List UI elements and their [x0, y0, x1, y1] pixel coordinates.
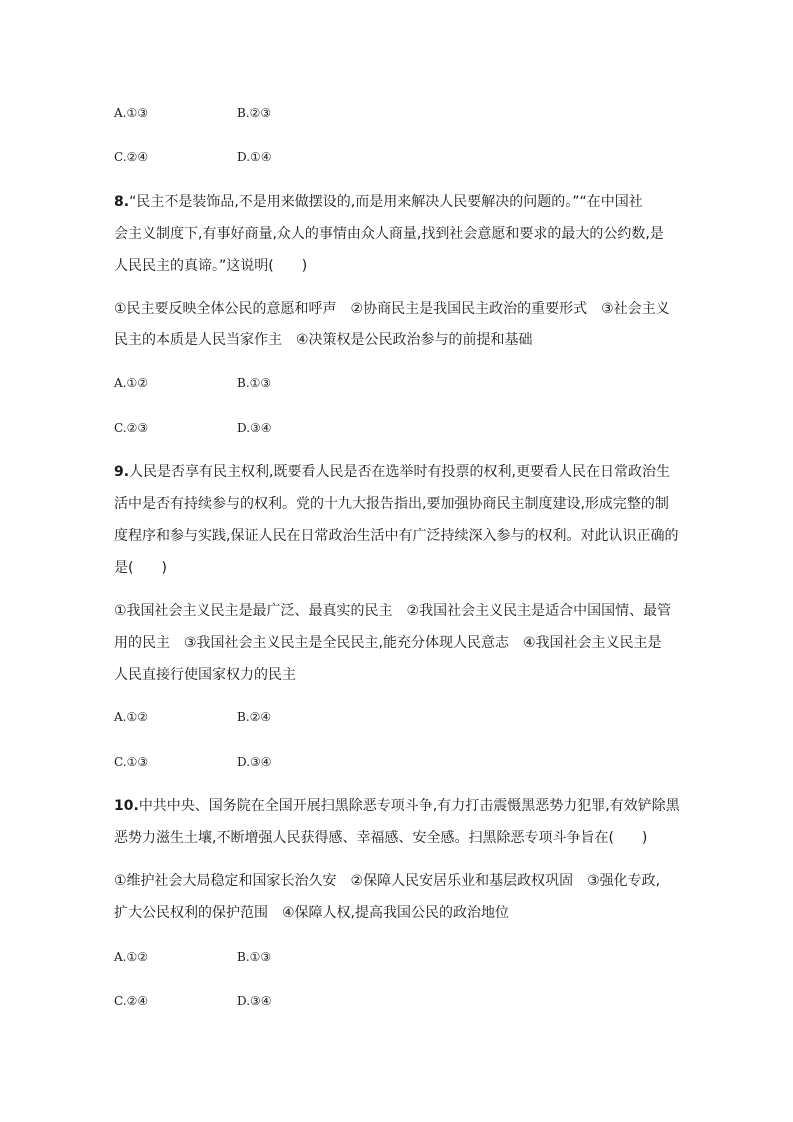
q9-option-d[interactable]: D.③④: [237, 755, 272, 769]
q8-statement-line-2: 民主的本质是人民当家作主 ④决策权是公民政治参与的前提和基础: [114, 332, 533, 348]
q9-option-a[interactable]: A.①②: [114, 710, 148, 724]
q7-option-d[interactable]: D.①④: [237, 150, 272, 164]
q10-option-a[interactable]: A.①②: [114, 950, 148, 964]
q10-stem-line-2: 恶势力滋生土壤,不断增强人民获得感、幸福感、安全感。扫黑除恶专项斗争旨在( ): [114, 830, 648, 846]
q8-option-d[interactable]: D.③④: [237, 421, 272, 435]
q7-option-a[interactable]: A.①③: [114, 106, 148, 120]
q7-option-b[interactable]: B.②③: [237, 106, 272, 120]
q7-option-c[interactable]: C.②④: [114, 150, 149, 164]
q9-stem-text: 人民是否享有民主权利,既要看人民是否在选举时有投票的权利,更要看人民在日常政治生: [129, 464, 670, 480]
q8-option-b[interactable]: B.①③: [237, 376, 272, 390]
q8-number: 8.: [114, 194, 130, 210]
q8-statement-line-1: ①民主要反映全体公民的意愿和呼声 ②协商民主是我国民主政治的重要形式 ③社会主义: [114, 301, 670, 317]
q10-number: 10.: [114, 798, 139, 814]
q9-statement-line-3: 人民直接行使国家权力的民主: [114, 667, 296, 683]
q9-option-b[interactable]: B.②④: [237, 710, 272, 724]
q9-stem-line-4: 是( ): [114, 560, 167, 576]
q10-option-d[interactable]: D.③④: [237, 994, 272, 1008]
q9-stem-line-3: 度程序和参与实践,保证人民在日常政治生活中有广泛持续深入参与的权利。对此认识正确的: [114, 528, 679, 544]
q8-stem-line-1: [114, 193, 643, 211]
q8-stem-line-3: 人民民主的真谛。”这说明( ): [114, 258, 308, 274]
q9-number: 9.: [114, 464, 130, 480]
q10-stem-text: 中共中央、国务院在全国开展扫黑除恶专项斗争,有力打击震慑黑恶势力犯罪,有效铲除黑: [138, 798, 680, 814]
q8-option-a[interactable]: A.①②: [114, 376, 148, 390]
q10-option-b[interactable]: B.①③: [237, 950, 272, 964]
q9-statement-line-2: 用的民主 ③我国社会主义民主是全民民主,能充分体现人民意志 ④我国社会主义民主是: [114, 635, 662, 651]
q8-stem-text: “民主不是装饰品,不是用来做摆设的,而是用来解决人民要解决的问题的。”“在中国社: [129, 194, 643, 210]
q8-option-c[interactable]: C.②③: [114, 421, 149, 435]
q9-stem-line-2: 活中是否有持续参与的权利。党的十九大报告指出,要加强协商民主制度建设,形成完整的制: [114, 496, 669, 512]
q10-stem-line-1: [114, 797, 680, 815]
q9-option-c[interactable]: C.①③: [114, 755, 149, 769]
q10-option-c[interactable]: C.②④: [114, 994, 149, 1008]
q8-stem-line-2: 会主义制度下,有事好商量,众人的事情由众人商量,找到社会意愿和要求的最大的公约数,是: [114, 226, 664, 242]
q10-statement-line-1: ①维护社会大局稳定和国家长治久安 ②保障人民安居乐业和基层政权巩固 ③强化专政,: [114, 873, 661, 889]
q9-stem-line-1: [114, 463, 670, 481]
q10-statement-line-2: 扩大公民权利的保护范围 ④保障人权,提高我国公民的政治地位: [114, 905, 509, 921]
q9-statement-line-1: ①我国社会主义民主是最广泛、最真实的民主 ②我国社会主义民主是适合中国国情、最管: [114, 603, 672, 619]
